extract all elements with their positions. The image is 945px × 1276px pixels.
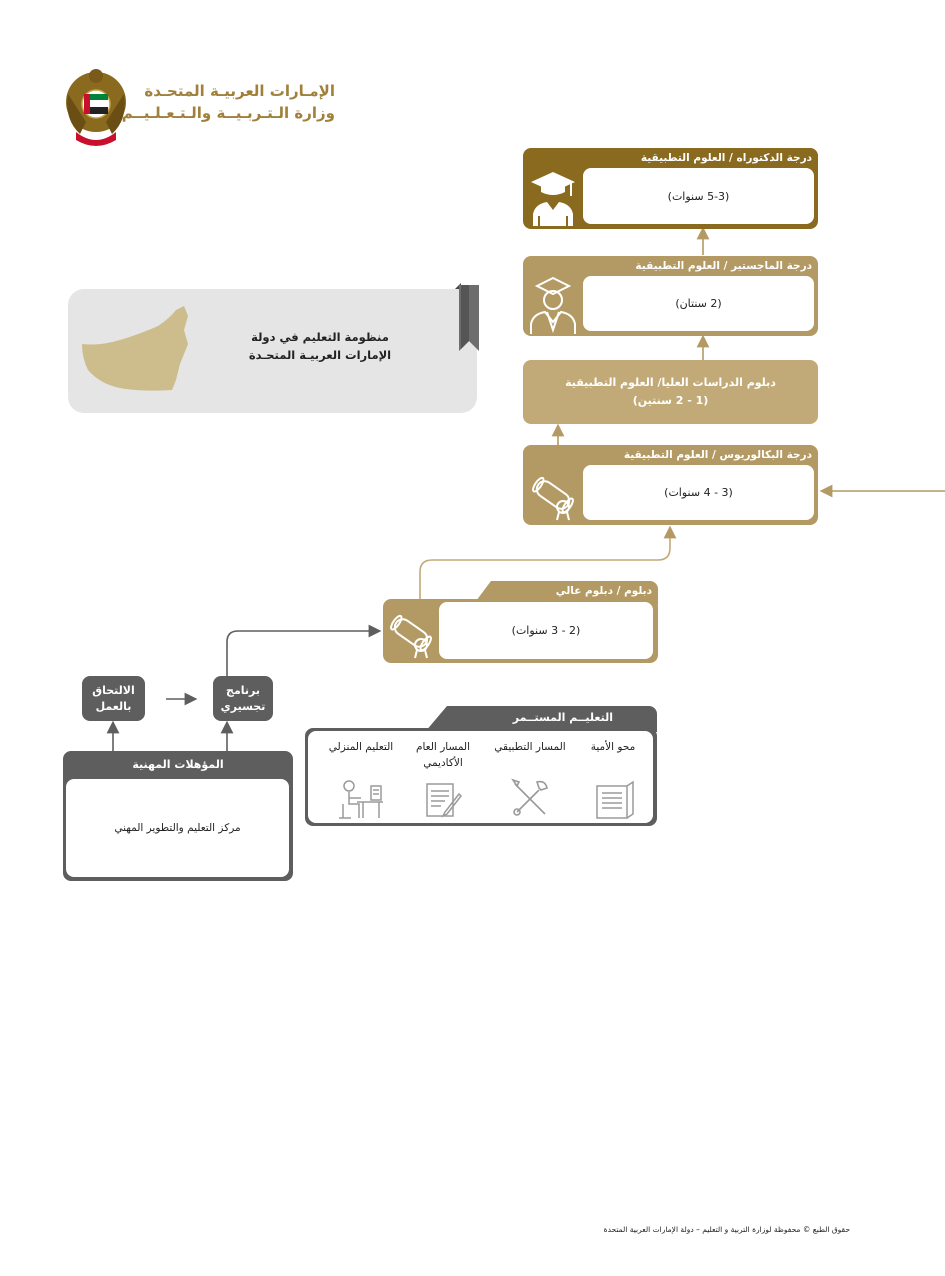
employment-box: الالتحاق بالعمل	[82, 676, 145, 721]
bachelor-duration: (3 - 4 سنوات)	[583, 465, 814, 520]
cont-item-label-home: التعليم المنزلي	[328, 741, 394, 753]
diploma-title: دبلوم / دبلوم عالي	[555, 585, 652, 597]
continuing-education-box	[305, 706, 657, 826]
cont-item-label-literacy: محو الأمية	[590, 741, 636, 753]
bookmark-ribbon-icon	[455, 283, 480, 355]
vocational-center-name: مركز التعليم والتطوير المهني	[114, 822, 241, 834]
graduate-cap-icon	[527, 170, 579, 226]
postgrad-diploma-box	[523, 360, 818, 424]
bachelor-title: درجة البكالوريوس / العلوم التطبيقية	[623, 449, 812, 461]
tools-icon	[509, 776, 553, 820]
ministry-name-block	[95, 80, 335, 124]
vocational-qualifications-box	[63, 751, 293, 881]
masters-box	[523, 256, 818, 336]
country-name: الإمـارات العربيـة المتحـدة	[144, 82, 335, 100]
doctorate-box	[523, 148, 818, 229]
continuing-education-title: التعليــم المستــمر	[512, 711, 613, 724]
bridging-program-box: برنامج تجسيري	[213, 676, 273, 721]
vocational-qualifications-title: المؤهلات المهنية	[132, 758, 224, 771]
uae-map-icon	[80, 304, 190, 394]
postgrad-diploma-title: دبلوم الدراسات العليا/ العلوم التطبيقية	[565, 376, 776, 389]
doctorate-duration: (5-3 سنوات)	[583, 168, 814, 224]
arrow-bridging-to-diploma	[227, 631, 375, 676]
ministry-name: وزارة الـتـربـيــة والـتـعـلـيــم	[121, 104, 335, 122]
doctorate-title: درجة الدكتوراه / العلوم التطبيقية	[640, 152, 812, 164]
info-card-title: منظومة التعليم في دولة الإمارات العربيـة المتحـدة	[248, 330, 392, 362]
vocational-center-panel	[66, 779, 289, 877]
book-icon	[593, 780, 637, 820]
cont-item-label-academic: المسار العام الأكاديمي	[415, 741, 471, 769]
postgrad-diploma-duration: (1 - 2 سنتين)	[632, 394, 709, 407]
bachelor-box	[523, 445, 818, 525]
document-pen-icon	[423, 780, 463, 820]
cont-item-label-applied: المسار التطبيقي	[494, 741, 566, 753]
diploma-duration: (2 - 3 سنوات)	[439, 602, 653, 659]
diploma-scroll-icon	[527, 469, 579, 521]
graduate-person-icon	[527, 276, 579, 334]
home-study-icon	[337, 778, 385, 820]
copyright-footer: حقوق الطبع © محفوظة لوزارة التربية و التعليم – دولة الإمارات العربية المتحدة	[603, 1225, 850, 1234]
diploma-box	[383, 581, 658, 663]
diploma-scroll-icon	[385, 607, 437, 659]
masters-duration: (2 سنتان)	[583, 276, 814, 331]
masters-title: درجة الماجستير / العلوم التطبيقية	[635, 260, 812, 272]
